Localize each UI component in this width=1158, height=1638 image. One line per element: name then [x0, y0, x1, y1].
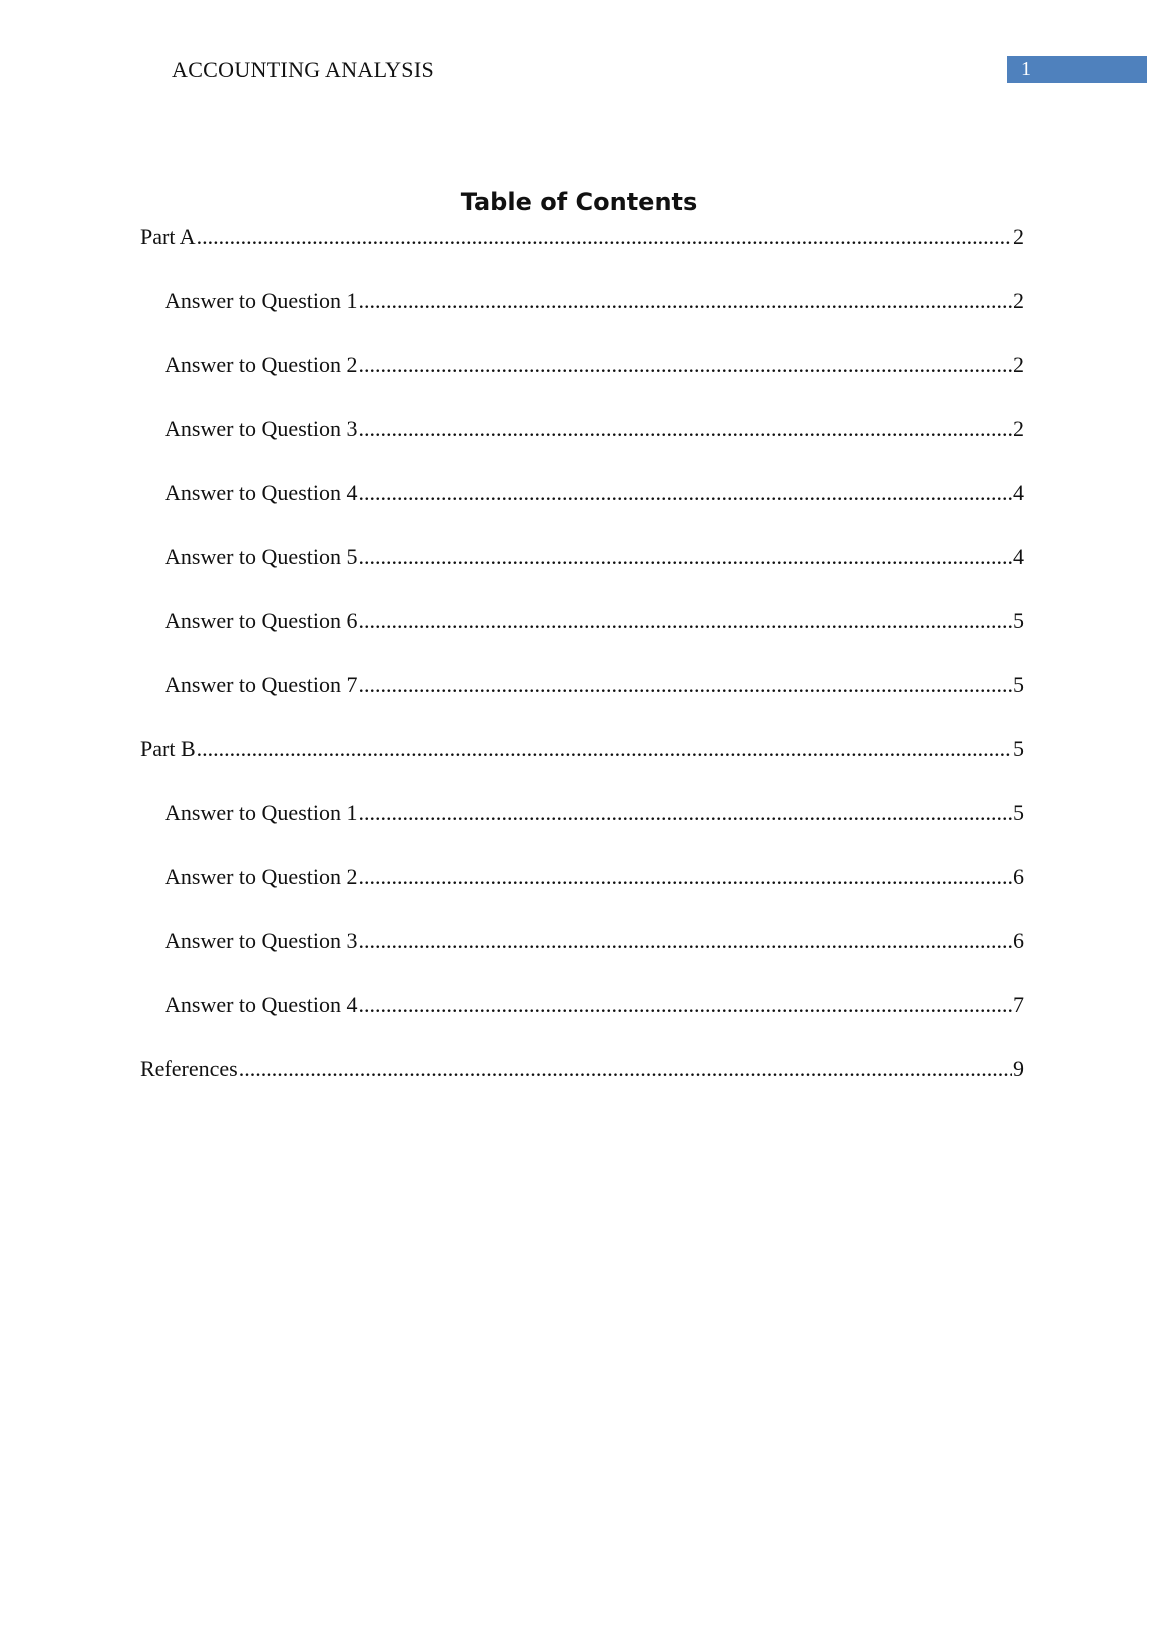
toc-entry-page: 5 — [1013, 736, 1024, 761]
toc-entry-page: 2 — [1013, 288, 1024, 313]
toc-entry-label: Part A — [140, 224, 196, 249]
toc-entry-page: 5 — [1013, 608, 1024, 633]
toc-entry-part-a-question-6[interactable] — [140, 606, 1024, 670]
toc-entry-part-a-question-5[interactable] — [140, 542, 1024, 606]
dot-leader — [358, 478, 1012, 508]
toc-entry-label: Answer to Question 4 — [165, 992, 358, 1017]
toc-entry-label: Answer to Question 1 — [165, 288, 358, 313]
toc-entry-page: 7 — [1013, 992, 1024, 1017]
dot-leader — [239, 1054, 1012, 1084]
toc-entry-page: 4 — [1013, 480, 1024, 505]
toc-entry-page: 2 — [1013, 416, 1024, 441]
toc-entry-label: Answer to Question 2 — [165, 352, 358, 377]
toc-entry-label: Answer to Question 7 — [165, 672, 358, 697]
toc-entry-page: 5 — [1013, 800, 1024, 825]
toc-entry-part-b-question-3[interactable] — [140, 926, 1024, 990]
dot-leader — [358, 670, 1012, 700]
dot-leader — [358, 606, 1012, 636]
page-header — [0, 0, 1158, 100]
dot-leader — [197, 222, 1012, 252]
toc-entry-page: 2 — [1013, 352, 1024, 377]
toc-entry-part-a-question-2[interactable] — [140, 350, 1024, 414]
toc-entry-label: Answer to Question 1 — [165, 800, 358, 825]
toc-entry-page: 2 — [1013, 224, 1024, 249]
dot-leader — [358, 926, 1012, 956]
toc-entry-page: 6 — [1013, 864, 1024, 889]
toc-entry-page: 9 — [1013, 1056, 1024, 1081]
toc-entry-part-a-question-4[interactable] — [140, 478, 1024, 542]
running-head: ACCOUNTING ANALYSIS — [172, 57, 435, 82]
toc-entry-label: Part B — [140, 736, 196, 761]
toc-entry-part-a-question-7[interactable] — [140, 670, 1024, 734]
toc-entry-page: 4 — [1013, 544, 1024, 569]
toc-entry-part-b[interactable] — [140, 734, 1024, 798]
toc-entry-page: 5 — [1013, 672, 1024, 697]
dot-leader — [358, 798, 1012, 828]
toc-entry-part-a-question-1[interactable] — [140, 286, 1024, 350]
dot-leader — [358, 542, 1012, 572]
toc-entry-label: Answer to Question 5 — [165, 544, 358, 569]
dot-leader — [358, 990, 1012, 1020]
dot-leader — [358, 350, 1012, 380]
page-number: 1 — [1021, 58, 1031, 80]
dot-leader — [358, 286, 1012, 316]
dot-leader — [358, 862, 1012, 892]
toc-entry-part-a[interactable] — [140, 222, 1024, 286]
dot-leader — [358, 414, 1012, 444]
table-of-contents — [140, 222, 1024, 1118]
dot-leader — [197, 734, 1012, 764]
toc-entry-label: Answer to Question 2 — [165, 864, 358, 889]
toc-entry-part-a-question-3[interactable] — [140, 414, 1024, 478]
toc-entry-references[interactable] — [140, 1054, 1024, 1118]
toc-entry-page: 6 — [1013, 928, 1024, 953]
toc-entry-label: Answer to Question 4 — [165, 480, 358, 505]
page-number-badge — [1007, 56, 1147, 83]
toc-title: Table of Contents — [460, 188, 698, 216]
toc-entry-label: Answer to Question 6 — [165, 608, 358, 633]
toc-entry-part-b-question-4[interactable] — [140, 990, 1024, 1054]
toc-entry-label: Answer to Question 3 — [165, 928, 358, 953]
toc-entry-part-b-question-1[interactable] — [140, 798, 1024, 862]
toc-entry-label: References — [140, 1056, 238, 1081]
toc-entry-label: Answer to Question 3 — [165, 416, 358, 441]
toc-entry-part-b-question-2[interactable] — [140, 862, 1024, 926]
